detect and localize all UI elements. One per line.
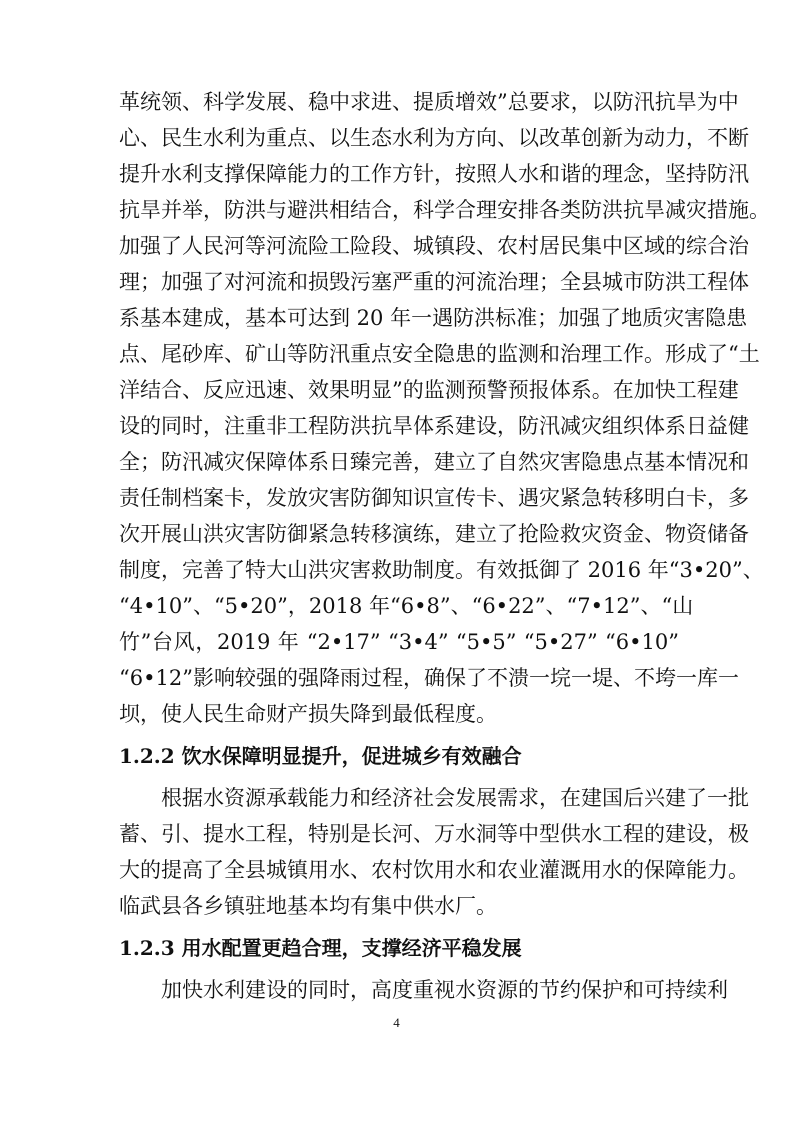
- text-line: 革统领、科学发展、稳中求进、提质增效”总要求，以防汛抗旱为中: [119, 90, 739, 114]
- text-line: 竹”台风，2019 年 “2•17” “3•4” “5•5” “5•27” “6•10”: [119, 630, 679, 654]
- text-line: 提升水利支撑保障能力的工作方针，按照人水和谐的理念，坚持防汛: [119, 162, 749, 186]
- text-line: 根据水资源承载能力和经济社会发展需求，在建国后兴建了一批: [161, 786, 749, 810]
- paragraph-water-supply: [119, 780, 749, 924]
- text-line: 抗旱并举，防洪与避洪相结合，科学合理安排各类防洪抗旱减灾措施。: [119, 198, 770, 222]
- text-line: 加快水利建设的同时，高度重视水资源的节约保护和可持续利: [161, 978, 728, 1002]
- text-line: 责任制档案卡，发放灾害防御知识宣传卡、遇灾紧急转移明白卡，多: [119, 486, 749, 510]
- text-line: 临武县各乡镇驻地基本均有集中供水厂。: [119, 894, 497, 918]
- text-line: “4•10”、“5•20”，2018 年“6•8”、“6•22”、“7•12”、“山: [119, 594, 694, 618]
- text-line: 系基本建成，基本可达到 20 年一遇防洪标准；加强了地质灾害隐患: [119, 306, 748, 330]
- section-heading-1-2-3: 1.2.3 用水配置更趋合理，支撑经济平稳发展: [119, 936, 522, 960]
- page-number: 4: [393, 1015, 400, 1030]
- text-line: 点、尾砂库、矿山等防汛重点安全隐患的监测和治理工作。形成了“土: [119, 342, 760, 366]
- paragraph-flood-control: [119, 84, 770, 732]
- text-line: 理；加强了对河流和损毁污塞严重的河流治理；全县城市防洪工程体: [119, 270, 749, 294]
- document-body: [119, 84, 770, 1008]
- text-line: 坝，使人民生命财产损失降到最低程度。: [119, 702, 497, 726]
- text-line: 制度，完善了特大山洪灾害救助制度。有效抵御了 2016 年“3•20”、: [119, 558, 764, 582]
- text-line: 设的同时，注重非工程防洪抗旱体系建设，防汛减灾组织体系日益健: [119, 414, 749, 438]
- section-heading-1-2-2: 1.2.2 饮水保障明显提升，促进城乡有效融合: [119, 744, 522, 768]
- text-line: 全；防汛减灾保障体系日臻完善，建立了自然灾害隐患点基本情况和: [119, 450, 749, 474]
- text-line: 蓄、引、提水工程，特别是长河、万水洞等中型供水工程的建设，极: [119, 822, 749, 846]
- text-line: 大的提高了全县城镇用水、农村饮用水和农业灌溉用水的保障能力。: [119, 858, 749, 882]
- text-line: “6•12”影响较强的强降雨过程，确保了不溃一垸一堤、不垮一库一: [119, 666, 739, 690]
- paragraph-water-allocation: [119, 972, 728, 1008]
- text-line: 心、民生水利为重点、以生态水利为方向、以改革创新为动力，不断: [119, 126, 749, 150]
- text-line: 次开展山洪灾害防御紧急转移演练，建立了抢险救灾资金、物资储备: [119, 522, 749, 546]
- text-line: 洋结合、反应迅速、效果明显”的监测预警预报体系。在加快工程建: [119, 378, 739, 402]
- text-line: 加强了人民河等河流险工险段、城镇段、农村居民集中区域的综合治: [119, 234, 749, 258]
